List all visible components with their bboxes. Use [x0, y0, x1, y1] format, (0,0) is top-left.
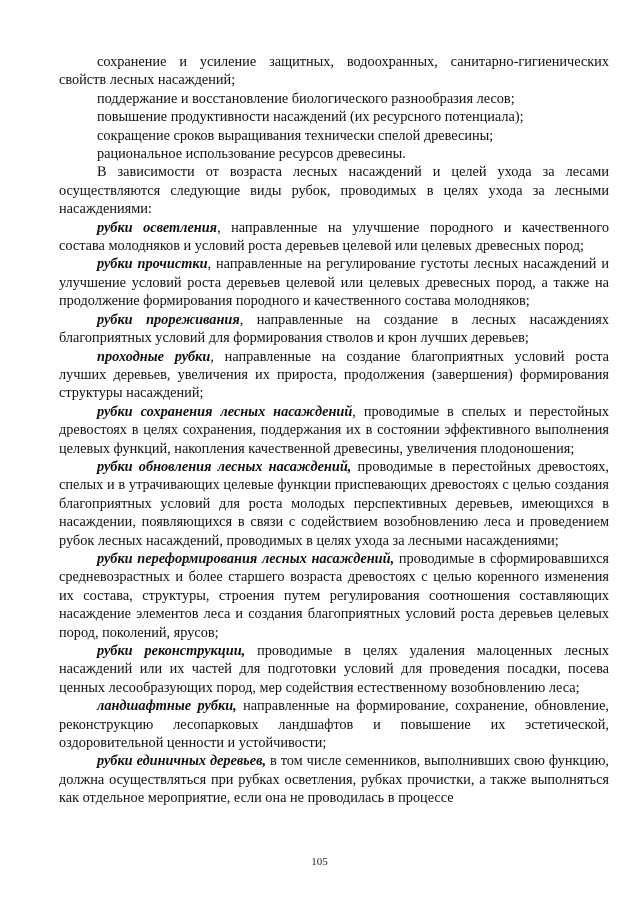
item-text: , проводимые в спелых и перестойных древостоях в целях сохранения, поддержания их в состоянии эффективного выполнения целевых функций, накопления качественной древесины, увеличения плодоношения;	[59, 403, 610, 457]
item-text: направленные на формирование, сохранение, обновление, реконструкцию лесопарковых ландшафтов и повышение их эстетической, оздоровительной ценности и устойчивости;	[59, 698, 609, 752]
list-line-2: поддержание и восстановление биологического разнообразия лесов;	[97, 90, 515, 107]
item-paragraph	[59, 752, 609, 807]
item-term: рубки прореживания	[97, 311, 240, 328]
item-text: проводимые в целях удаления малоценных лесных насаждений или их частей для подготовки условий для проведения посадки, посева ценных лесообразующих пород, мер содействия естественному возобновлению леса;	[59, 643, 609, 696]
item-text: проводимые в перестойных древостоях, спелых и в утрачивающих целевые функции приспевающих древостоях с целью создания благоприятных условий для роста молодых перспективных деревьев, имеющихся в насаждении, появляющихся в связи с содействием возобновлению леса и проведением рубок лесных насаждений, проводимых в целях ухода за лесными насаждениями;	[59, 458, 609, 549]
list-line-4: сокращение сроков выращивания технически спелой древесины;	[97, 127, 494, 144]
list-line-3: повышение продуктивности насаждений (их ресурсного потенциала);	[97, 109, 524, 126]
item-paragraph	[59, 348, 609, 403]
item-term: проходные рубки	[97, 348, 211, 365]
item-text: , направленные на создание благоприятных условий роста лучших деревьев, увеличения их прироста, продолжения (завершения) формирования структуры насаждений;	[59, 348, 609, 402]
item-paragraph	[59, 219, 609, 256]
item-text: , направленные на создание в лесных насаждениях благоприятных условий для формирования стволов и крон лучших деревьев;	[59, 311, 610, 347]
item-text: , направленные на регулирование густоты лесных насаждений и улучшение условий роста деревьев целевой или целевых древесных пород, а также на продолжение формирования породного и качественного состава молодняков;	[59, 256, 609, 310]
item-term: рубки сохранения лесных насаждений	[97, 403, 353, 420]
intro-paragraph: В зависимости от возраста лесных насаждений и целей ухода за лесами осуществляются следующие виды рубок, проводимых в целях ухода за лесными насаждениями:	[59, 164, 609, 218]
item-term: ландшафтные рубки,	[97, 698, 237, 715]
item-text: проводимые в сформировавшихся средневозрастных и более старшего возраста древостоях с целью коренного изменения их состава, структуры, строения путем регулирования соотношения составляющих насаждение элементов леса и создания благоприятных условий роста деревьев целевых пород, поколений, ярусов;	[59, 550, 609, 641]
item-paragraph	[59, 255, 609, 310]
item-term: рубки обновления лесных насаждений,	[97, 458, 352, 475]
item-term: рубки реконструкции,	[97, 643, 246, 659]
item-paragraph	[59, 458, 609, 550]
item-term: рубки переформирования лесных насаждений,	[97, 550, 395, 567]
item-paragraph	[59, 550, 609, 642]
item-paragraph	[59, 697, 609, 752]
page-number: 105	[311, 856, 328, 868]
item-text: , направленные на улучшение породного и качественного состава молодняков и условий роста деревьев целевой или целевых древесных пород;	[59, 219, 610, 255]
item-term: рубки прочистки	[97, 256, 208, 273]
item-term: рубки осветления	[97, 219, 218, 236]
item-text: в том числе семенников, выполнивших свою функцию, должна осуществляться при рубках осветления, рубках прочистки, а также выполняться как отдельное мероприятие, если она не проводилась в процессе	[59, 753, 609, 807]
item-term: рубки единичных деревьев,	[97, 753, 267, 770]
body-text	[59, 53, 609, 808]
list-line-1: сохранение и усиление защитных, водоохранных, санитарно-гигиенических свойств лесных насаждений;	[59, 54, 609, 89]
list-line-5: рациональное использование ресурсов древесины.	[97, 146, 406, 163]
item-paragraph	[59, 403, 609, 458]
item-paragraph	[59, 311, 609, 348]
item-paragraph	[59, 642, 609, 697]
